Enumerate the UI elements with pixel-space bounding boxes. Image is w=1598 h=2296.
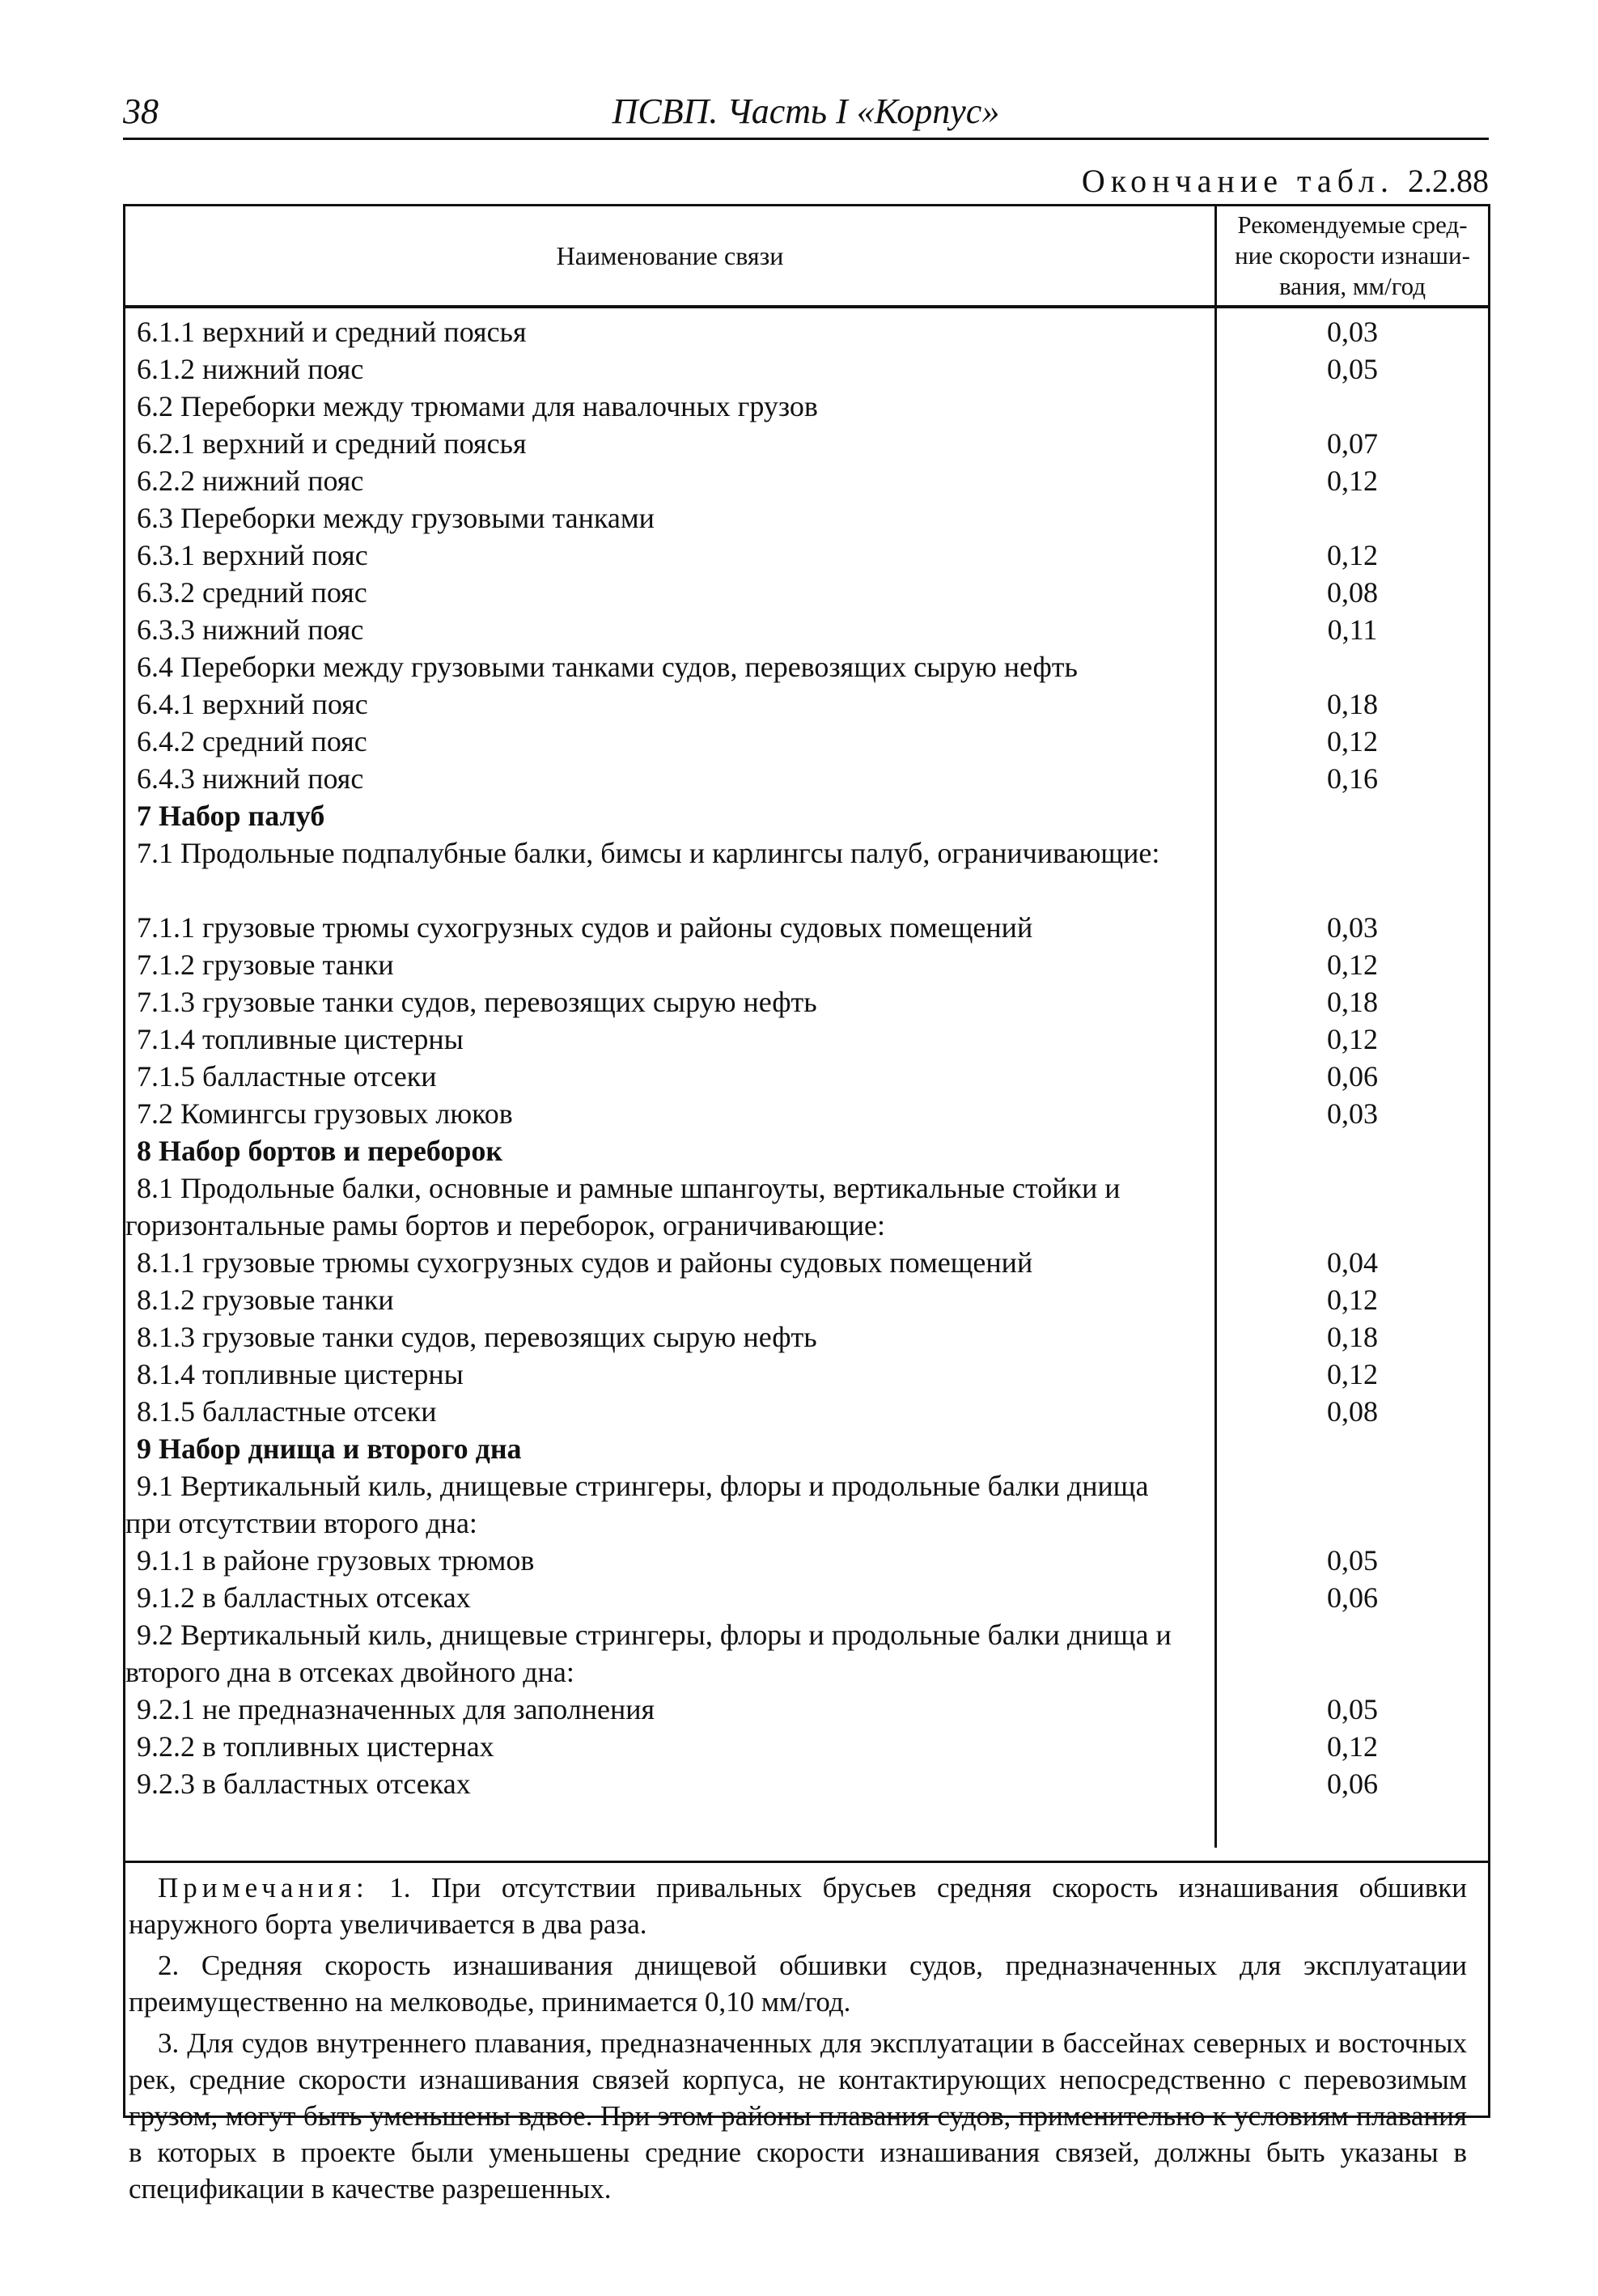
table-row (125, 1058, 1488, 1095)
table-row (125, 760, 1488, 797)
row-name: 8.1.2 грузовые танки (137, 1284, 394, 1316)
row-value: 0,03 (1327, 1097, 1378, 1130)
note-2: 2. Средняя скорость изнашивания днищевой обшивки судов, предназначенных для эксплуатации преимущественно на мелководье, принимается 0,10 мм/год. (129, 1950, 1467, 2018)
row-name: 6.1.1 верхний и средний поясья (137, 316, 527, 348)
table-row (125, 834, 1488, 909)
row-value: 0,06 (1327, 1768, 1378, 1800)
header-rate-line: Рекомендуемые сред- (1237, 210, 1468, 239)
row-value: 0,05 (1327, 1693, 1378, 1725)
table-row (125, 909, 1488, 946)
table-row (125, 1691, 1488, 1728)
row-name: 6.4.3 нижний пояс (137, 762, 364, 795)
row-name: 6.2 Переборки между трюмами для навалочных грузов (137, 390, 818, 422)
table-row (125, 1728, 1488, 1765)
row-name: 9.2.2 в топливных цистернах (137, 1730, 494, 1763)
section-title: 7 Набор палуб (137, 800, 325, 832)
row-value: 0,12 (1327, 465, 1378, 497)
row-name: 6.3 Переборки между грузовыми танками (137, 502, 655, 534)
row-value: 0,12 (1327, 725, 1378, 758)
row-name: 6.3.1 верхний пояс (137, 539, 368, 571)
row-name: 9.1.2 в балластных отсеках (137, 1581, 471, 1614)
row-value: 0,12 (1327, 1730, 1378, 1763)
section-title: 8 Набор бортов и переборок (137, 1135, 503, 1167)
table-row (125, 1021, 1488, 1058)
row-name: 7.1 Продольные подпалубные балки, бимсы и карлингсы палуб, ограничивающие: (137, 837, 1160, 869)
table-row (125, 1765, 1488, 1802)
table-row (125, 388, 1488, 425)
table-row (125, 574, 1488, 611)
table-row (125, 350, 1488, 388)
row-value: 0,03 (1327, 911, 1378, 944)
section-row (125, 797, 1488, 834)
row-name: 8.1.3 грузовые танки судов, перевозящих сырую нефть (137, 1321, 817, 1353)
table-row (125, 1095, 1488, 1132)
table-row (125, 1393, 1488, 1430)
caption-text: Окончание табл. (1081, 163, 1394, 199)
note-3: 3. Для судов внутреннего плавания, предназначенных для эксплуатации в бассейнах северных и восточных рек, средние скорости изнашивания связей корпуса, не контактирующих непосредственно с перевозимым грузом, могут быть уменьшены вдвое. При этом районы плавания судов, применительно к условиям плавания в которых в проекте были уменьшены средние скорости изнашивания связей, должны быть указаны в спецификации в качестве разрешенных. (129, 2027, 1467, 2205)
row-name: 9.1.1 в районе грузовых трюмов (137, 1544, 535, 1577)
row-value: 0,18 (1327, 986, 1378, 1018)
table-row (125, 1542, 1488, 1579)
header-rate-column (1214, 206, 1488, 305)
table-row (125, 946, 1488, 983)
row-value: 0,18 (1327, 688, 1378, 720)
row-name: 7.2 Комингсы грузовых люков (137, 1097, 513, 1130)
row-value: 0,16 (1327, 762, 1378, 795)
section-title: 9 Набор днища и второго дна (137, 1432, 522, 1465)
row-name: 7.1.3 грузовые танки судов, перевозящих сырую нефть (137, 986, 817, 1018)
row-value: 0,12 (1327, 1023, 1378, 1055)
table-row (125, 1467, 1488, 1542)
table-row (125, 611, 1488, 648)
row-name: 6.3.2 средний пояс (137, 576, 367, 609)
row-value: 0,06 (1327, 1581, 1378, 1614)
row-value: 0,05 (1327, 1544, 1378, 1577)
row-name: 6.1.2 нижний пояс (137, 353, 364, 385)
row-name: 7.1.5 балластные отсеки (137, 1060, 437, 1093)
row-value: 0,12 (1327, 539, 1378, 571)
row-name: 9.2.1 не предназначенных для заполнения (137, 1693, 655, 1725)
table-row (125, 1169, 1488, 1244)
row-value: 0,12 (1327, 949, 1378, 981)
table-row (125, 983, 1488, 1021)
table-row (125, 425, 1488, 462)
header-rate-line: ние скорости изнаши- (1235, 241, 1470, 269)
table-row (125, 1579, 1488, 1616)
row-name: 9.2.3 в балластных отсеках (137, 1768, 471, 1800)
header-name-column: Наименование связи (556, 240, 784, 270)
row-name: 6.2.1 верхний и средний поясья (137, 427, 527, 460)
table-row (125, 1281, 1488, 1318)
row-value: 0,06 (1327, 1060, 1378, 1093)
row-name: 6.3.3 нижний пояс (137, 613, 364, 646)
table-row (125, 1356, 1488, 1393)
table-row (125, 1318, 1488, 1356)
table-row (125, 1244, 1488, 1281)
table-row (125, 648, 1488, 685)
row-value: 0,03 (1327, 316, 1378, 348)
table-row (125, 685, 1488, 723)
row-name: 6.4.2 средний пояс (137, 725, 367, 758)
row-name: 6.4 Переборки между грузовыми танками судов, перевозящих сырую нефть (137, 651, 1078, 683)
section-row (125, 1132, 1488, 1169)
row-name: 8.1.1 грузовые трюмы сухогрузных судов и районы судовых помещений (137, 1246, 1033, 1279)
row-value: 0,11 (1327, 613, 1378, 646)
table-row (125, 1616, 1488, 1691)
table-body (125, 313, 1488, 1856)
row-name: 8.1.5 балластные отсеки (137, 1395, 437, 1428)
table-row (125, 723, 1488, 760)
row-value: 0,04 (1327, 1246, 1378, 1279)
note-1 (129, 1869, 1467, 1942)
row-value: 0,07 (1327, 427, 1378, 460)
row-name: 8.1 Продольные балки, основные и рамные шпангоуты, вертикальные стойки и горизонтальные рамы бортов и переборок, ограничивающие: (125, 1172, 1121, 1241)
row-name: 6.2.2 нижний пояс (137, 465, 364, 497)
table-notes (125, 1861, 1488, 2212)
row-value: 0,05 (1327, 353, 1378, 385)
row-value: 0,12 (1327, 1284, 1378, 1316)
row-name: 7.1.1 грузовые трюмы сухогрузных судов и районы судовых помещений (137, 911, 1033, 944)
row-value: 0,12 (1327, 1358, 1378, 1390)
table-row (125, 462, 1488, 499)
row-value: 0,18 (1327, 1321, 1378, 1353)
table-row (125, 537, 1488, 574)
wear-rate-table (123, 204, 1490, 2205)
caption-table-number: 2.2.88 (1408, 163, 1489, 199)
row-value: 0,08 (1327, 576, 1378, 609)
table-header (125, 206, 1488, 308)
row-name: 6.4.1 верхний пояс (137, 688, 368, 720)
table-caption (1082, 162, 1489, 200)
row-name: 7.1.2 грузовые танки (137, 949, 394, 981)
page-number: 38 (123, 91, 159, 131)
page-header (123, 91, 1489, 140)
note-1-text: 1. При отсутствии привальных брусьев средняя скорость изнашивания обшивки наружного борта увеличивается в два раза. (129, 1872, 1467, 1940)
section-row (125, 1430, 1488, 1467)
row-value: 0,08 (1327, 1395, 1378, 1428)
row-name: 8.1.4 топливные цистерны (137, 1358, 464, 1390)
table-row (125, 499, 1488, 537)
row-name: 9.1 Вертикальный киль, днищевые стрингеры, флоры и продольные балки днища при отсутствии второго дна: (125, 1470, 1149, 1539)
row-name: 9.2 Вертикальный киль, днищевые стрингеры, флоры и продольные балки днища и второго дна в отсеках двойного дна: (125, 1619, 1172, 1688)
notes-label: Примечания: (158, 1872, 369, 1903)
row-name: 7.1.4 топливные цистерны (137, 1023, 464, 1055)
running-title: ПСВП. Часть I «Корпус» (612, 91, 1000, 131)
header-rate-line: вания, мм/год (1278, 272, 1426, 300)
table-row (125, 313, 1488, 350)
